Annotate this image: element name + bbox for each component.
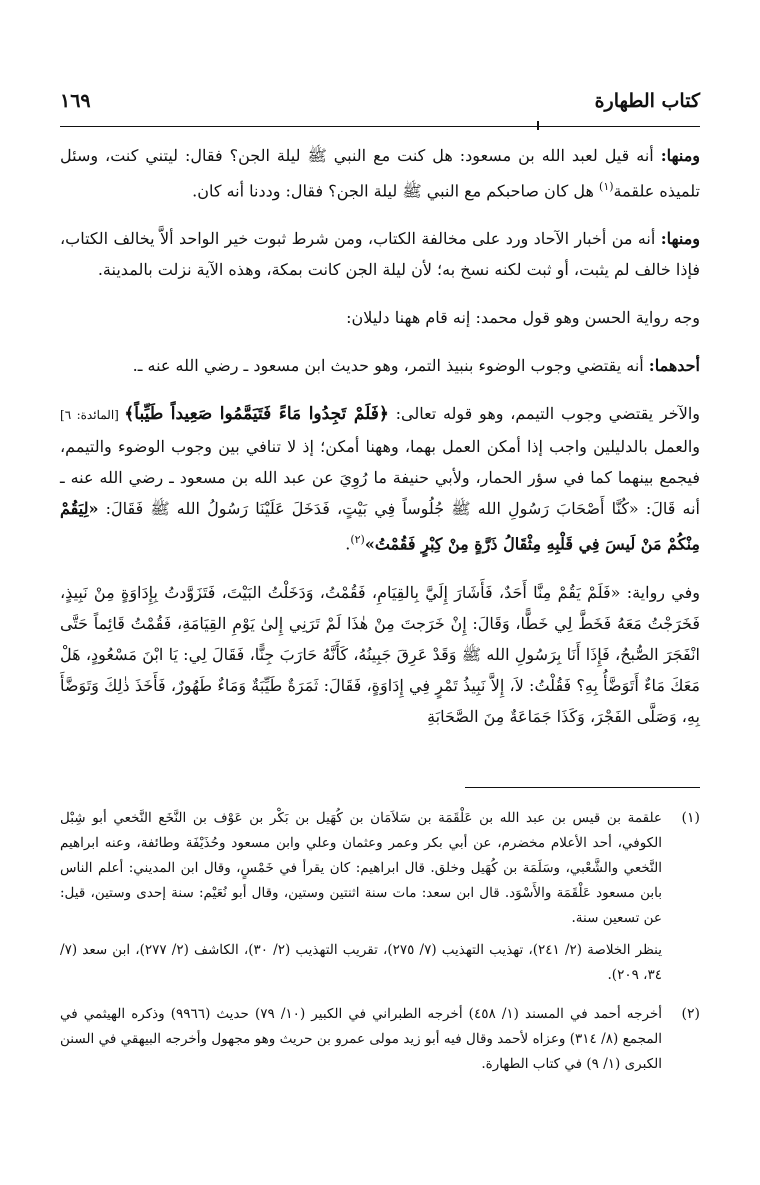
paragraph-text: أنه من أخبار الآحاد ورد على مخالفة الكتاب، ومن شرط ثبوت خير الواحد ألاَّ يخالف الكتاب، فإذا خالف لم يثبت، أو ثبت لكنه نسخ به؛ لأن ليلة الجن كانت بمكة، وهذه الآية نزلت بالمدينة. (60, 229, 700, 280)
paragraph-label: أحدهما: (648, 356, 700, 376)
chapter-title: كتاب الطهارة (594, 90, 700, 112)
paragraph-text: . (345, 534, 351, 554)
paragraph-6 (60, 577, 700, 732)
page-number: ١٦٩ (60, 90, 91, 112)
footnote-body (60, 1002, 662, 1077)
paragraph-4 (60, 350, 700, 381)
paragraph-text: والعمل بالدليلين واجب إذا أمكن العمل بهما، وههنا أمكن؛ إذ لا تنافي بين وجوب الوضوء والتيمم، فيجمع بينهما كما في سؤر الحمار، ولأبي حنيفة ما رُوِيَ عن عبد الله بن مسعود ـ رضي الله عنه ـ أنه قَالَ: «كُنَّا أَصْحَابَ رَسُولِ الله ﷺ جُلُوساً فِي بَيْتٍ، فَدَخَلَ عَلَيْنَا رَسُولُ الله ﷺ فَقَالَ: (60, 437, 700, 519)
footnote-ref-1[interactable]: (١) (599, 180, 614, 193)
header-rule (60, 126, 700, 127)
footnote-number: (١) (681, 810, 700, 826)
paragraph-text: هل كان صاحبكم مع النبي ﷺ ليلة الجن؟ فقال: وددنا أنه كان. (192, 181, 600, 201)
footnote-1 (60, 806, 700, 988)
paragraph-3 (60, 302, 700, 333)
footnote-text: أخرجه أحمد في المسند (١/ ٤٥٨) أخرجه الطبراني في الكبير (١٠/ ٧٩) حديث (٩٩٦٦) وذكره الهيثمي في المجمع (٨/ ٣١٤) وعزاه لأحمد وقال فيه أبو زيد مولى عمرو بن حريث وهو مجهول وأخرجه البيهقي في السنن الكبرى (١/ ٩) في كتاب الطهارة. (60, 1006, 663, 1072)
paragraph-label: ومنها: (660, 229, 700, 249)
footnote-ref-2[interactable]: (٢) (350, 533, 365, 547)
hadith-quote: «لِيَقُمْ مِنْكُمْ مَنْ لَيسَ فِي قَلْبِهِ مِثْقَالُ ذَرَّةٍ مِنْ كِبْرٍ فَقُمْتُ» (60, 499, 700, 554)
paragraph-text: أنه يقتضي وجوب الوضوء بنبيذ التمر، وهو حديث ابن مسعود ـ رضي الله عنه ـ. (132, 356, 649, 376)
verse-reference: [المائدة: ٦] (60, 408, 125, 423)
main-text (60, 140, 700, 732)
footnote-text: علقمة بن قيس بن عبد الله بن عَلْقَمَة بن سَلاَمَان بن كُهَيل بن بَكْر بن عَوْف بن النَّخَع النَّخعي أبو شِبْل الكوفي، أحد الأعلام مخضرم، عن أبي بكر وعمر وعثمان وعلي وابن مسعود وحُذَيْفَة وطائفة، وعنه ابراهيم النَّخعي والشَّعْبي، وسَلَمَة بن كُهَيل وخلق. قال ابراهيم: كان يقرأ في خَمْسٍ، وقال ابن المديني: أعلم الناس بابن مسعود عَلْقَمَة والأَسْوَد. قال ابن سعد: مات سنة اثنتين وستين، وقال أبو نُعَيْم: سنة إحدى وستين، قيل: عن تسعين سنة. (60, 810, 662, 926)
quran-verse: ﴿فَلَمْ تَجِدُوا مَاءً فَتَيَمَّمُوا صَعِيداً طَيِّباً﴾ (124, 404, 389, 425)
footnote-2 (60, 1002, 700, 1077)
footnote-body (60, 806, 662, 988)
paragraph-5 (60, 398, 700, 559)
footnote-separator (465, 787, 700, 788)
paragraph-text: وجه رواية الحسن وهو قول محمد: إنه قام ههنا دليلان: (346, 308, 700, 328)
header-rule-tick (537, 121, 539, 130)
paragraph-text: وفي رواية: «فَلَمْ يَقُمْ مِنَّا أَحَدٌ، فَأَشَارَ إِلَيَّ بِالقِيَامِ، فَقُمْتُ، وَدَخَلْتُ البَيْتَ، فَتَزَوَّدتُ بِإِدَاوَةٍ مِنْ نَبِيذٍ، فَخَرَجْتُ مَعَهُ فَخَطَّ لِي خَطًّا، وَقَالَ: إِنْ خَرَجتَ مِنْ هٰذَا لَمْ تَرَنِي إِلىٰ يَوْمِ القِيَامَةِ، فَقُمْتُ قَائِماً حَتَّى انْفَجَرَ الصُّبحُ، فَإِذَا أَنَا بِرَسُولِ الله ﷺ وَقَدْ عَرِقَ جَبِينُهُ، كَأَنَّهُ حَارَبَ جِنًّا، فَقَالَ لِي: يَا ابْنَ مَسْعُودٍ، هَلْ مَعَكَ مَاءٌ أَتَوَضَّأُ بِهِ؟ فَقُلْتُ: لاَ، إِلاَّ نَبِيذُ تَمْرٍ فِي إِدَاوَةٍ، فَقَالَ: ثَمَرَةٌ طَيِّبَةٌ وَمَاءٌ طَهُورٌ، فَأَخَذَ ذٰلِكَ وَتَوَضَّأَ بِهِ، وَصَلَّى الفَجْرَ، وَكَذَا جَمَاعَةٌ مِنَ الصَّحَابَةِ (60, 582, 701, 726)
footnote-number: (٢) (681, 1006, 700, 1022)
footnote-sources: ينظر الخلاصة (٢/ ٢٤١)، تهذيب التهذيب (٧/ ٢٧٥)، تقريب التهذيب (٢/ ٣٠)، الكاشف (٢/ ٢٧٧)، ابن سعد (٧/ ٣٤، ٢٠٩). (60, 942, 663, 983)
paragraph-text: أنه قيل لعبد الله بن مسعود: هل كنت مع النبي ﷺ ليلة الجن؟ فقال: ليتني كنت، وسئل تلميذه علقمة (60, 146, 700, 201)
running-header (60, 90, 700, 122)
paragraph-label: ومنها: (660, 146, 700, 165)
paragraph-text: والآخر يقتضي وجوب التيمم، وهو قوله تعالى: (388, 404, 700, 424)
paragraph-2 (60, 223, 700, 285)
footnotes (60, 806, 700, 1091)
paragraph-1 (60, 140, 700, 206)
